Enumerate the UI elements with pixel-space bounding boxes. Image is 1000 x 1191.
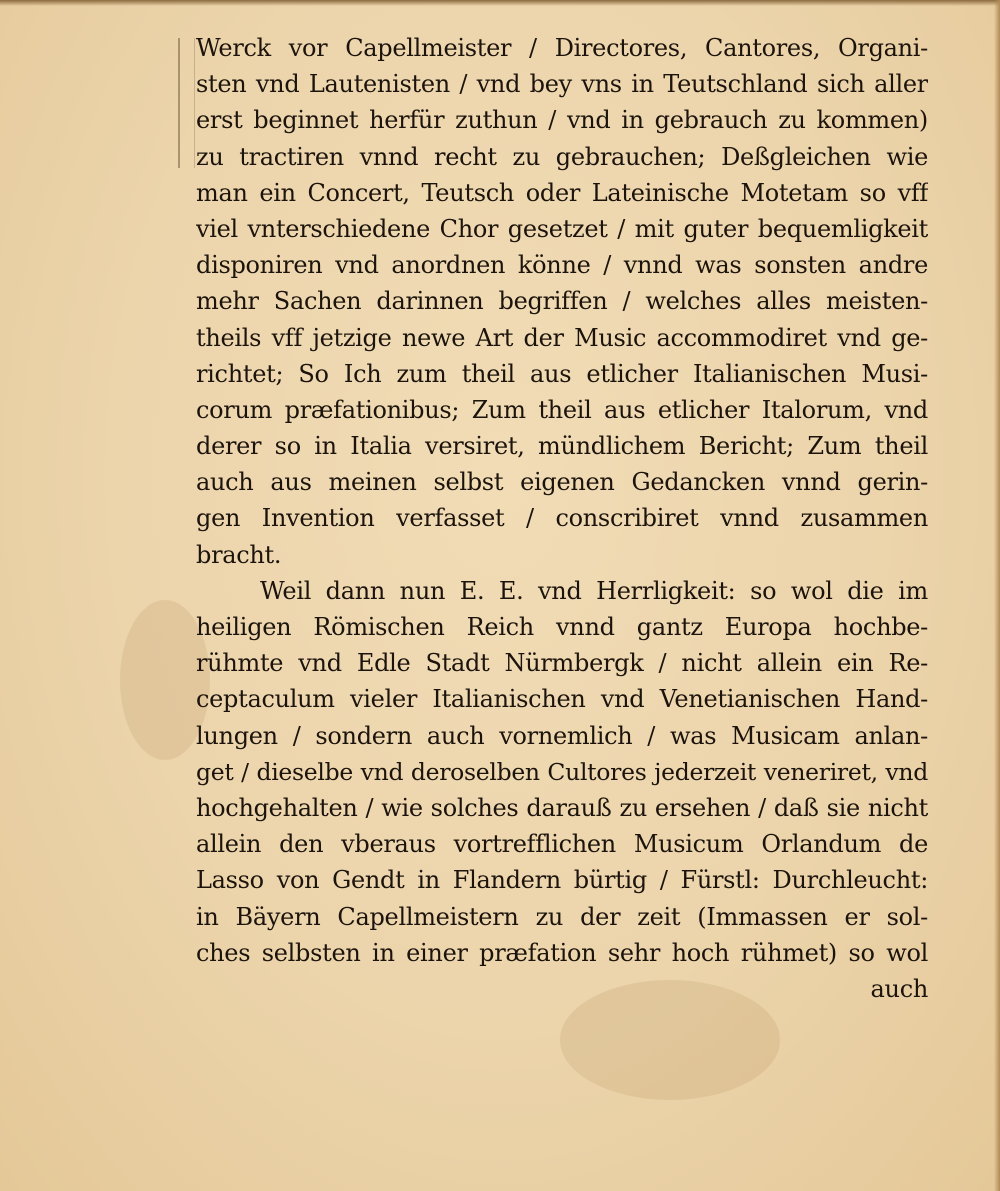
text-line: erst beginnet herfür zuthun / vnd in gebrauch zu kommen): [196, 106, 928, 135]
text-line: man ein Concert, Teutsch oder Lateinische Motetam so vff: [196, 178, 928, 207]
text-line: viel vnterschiedene Chor gesetzet / mit guter bequemligkeit: [196, 214, 928, 243]
text-line: get / dieselbe vnd deroselben Cultores jederzeit veneriret, vnd: [196, 757, 928, 786]
text-line: derer so in Italia versiret, mündlichem Bericht; Zum theil: [196, 432, 928, 461]
text-line: allein den vberaus vortrefflichen Musicum Orlandum de: [196, 830, 928, 859]
text-line: theils vff jetzige newe Art der Music accommodiret vnd ge-: [196, 323, 928, 352]
page-text: [196, 30, 928, 1007]
text-line: bracht.: [196, 540, 282, 569]
text-line: ches selbsten in einer præfation sehr hoch rühmet) so wol: [196, 938, 928, 967]
text-line: gen Invention verfasset / conscribiret vnnd zusammen: [196, 504, 928, 533]
text-line: in Bäyern Capellmeistern zu der zeit (Immassen er sol-: [196, 902, 928, 931]
text-line: sten vnd Lautenisten / vnd bey vns in Teutschland sich aller: [196, 70, 928, 99]
text-line: auch aus meinen selbst eigenen Gedancken vnnd gerin-: [196, 468, 928, 497]
text-line: heiligen Römischen Reich vnnd gantz Europa hochbe-: [196, 613, 928, 641]
binding-marks: [178, 38, 195, 168]
text-line: corum præfationibus; Zum theil aus etlicher Italorum, vnd: [196, 395, 928, 424]
page-right-edge: [994, 0, 1000, 1191]
text-line: Lasso von Gendt in Flandern bürtig / Fürstl: Durchleucht:: [196, 866, 928, 895]
catchword: auch: [870, 974, 928, 1003]
text-line: rühmte vnd Edle Stadt Nürmbergk / nicht allein ein Re-: [196, 649, 928, 678]
text-line: hochgehalten / wie solches darauß zu ersehen / daß sie nicht: [196, 793, 928, 822]
text-line: zu tractiren vnnd recht zu gebrauchen; Deßgleichen wie: [196, 142, 928, 171]
text-line: lungen / sondern auch vornemlich / was Musicam anlan-: [196, 721, 928, 750]
text-line: Werck vor Capellmeister / Directores, Cantores, Organi-: [196, 34, 928, 62]
page-top-edge: [0, 0, 1000, 6]
text-line: ceptaculum vieler Italianischen vnd Venetianischen Hand-: [196, 685, 928, 714]
text-line: mehr Sachen darinnen begriffen / welches alles meisten-: [196, 287, 928, 316]
text-line: richtet; So Ich zum theil aus etlicher Italianischen Musi-: [196, 359, 928, 388]
text-line: disponiren vnd anordnen könne / vnnd was sonsten andre: [196, 251, 928, 280]
text-line: Weil dann nun E. E. vnd Herrligkeit: so wol die im: [260, 576, 928, 605]
